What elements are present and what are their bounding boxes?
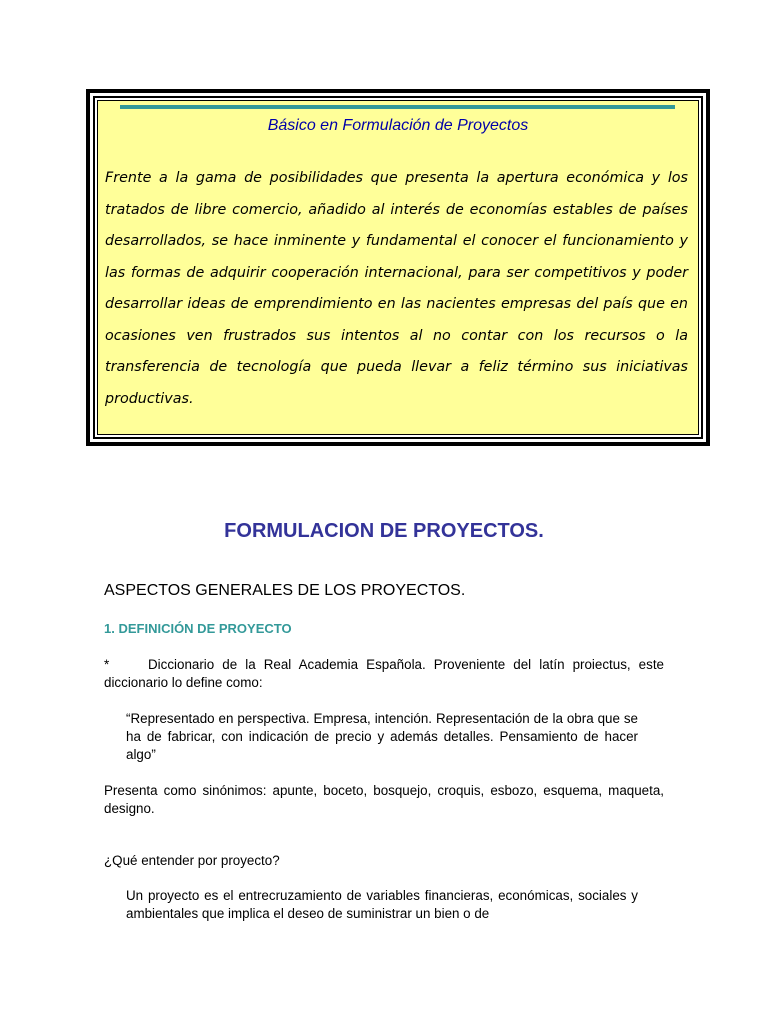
definition-text: Diccionario de la Real Academia Española. Proveniente del latín proiectus, este diccionario lo define como: <box>104 657 664 690</box>
question-line: ¿Qué entender por proyecto? <box>104 853 280 868</box>
synonyms-paragraph: Presenta como sinónimos: apunte, boceto, bosquejo, croquis, esbozo, esquema, maqueta, designo. <box>104 783 664 816</box>
bullet-marker: * <box>104 657 110 672</box>
definition-paragraph <box>104 656 664 692</box>
intro-box-divider <box>120 105 675 109</box>
definition-quote: “Representado en perspectiva. Empresa, intención. Representación de la obra que se ha de fabricar, con indicación de precio y además detalles. Pensamiento de hacer algo” <box>126 711 638 762</box>
document-title: FORMULACION DE PROYECTOS. <box>224 520 544 542</box>
intro-box-content <box>97 100 699 435</box>
intro-box <box>86 89 710 446</box>
project-definition-paragraph: Un proyecto es el entrecruzamiento de variables financieras, económicas, sociales y ambientales que implica el deseo de suministrar un bien o de <box>126 888 638 921</box>
document-subtitle: ASPECTOS GENERALES DE LOS PROYECTOS. <box>104 582 466 599</box>
section-heading: 1. DEFINICIÓN DE PROYECTO <box>104 621 292 636</box>
intro-box-title: Básico en Formulación de Proyectos <box>267 117 529 134</box>
intro-box-text: Frente a la gama de posibilidades que presenta la apertura económica y los tratados de libre comercio, añadido al interés de economías estables de países desarrollados, se hace inminente y fundamental el conocer el funcionamiento y las formas de adquirir cooperación internacional, para ser competitivos y poder desarrollar ideas de emprendimiento en las nacientes empresas del país que en ocasiones ven frustrados sus intentos al no contar con los recursos o la transferencia de tecnología que pueda llevar a feliz término sus iniciativas productivas. <box>105 170 688 407</box>
intro-box-inner-frame <box>93 96 703 439</box>
